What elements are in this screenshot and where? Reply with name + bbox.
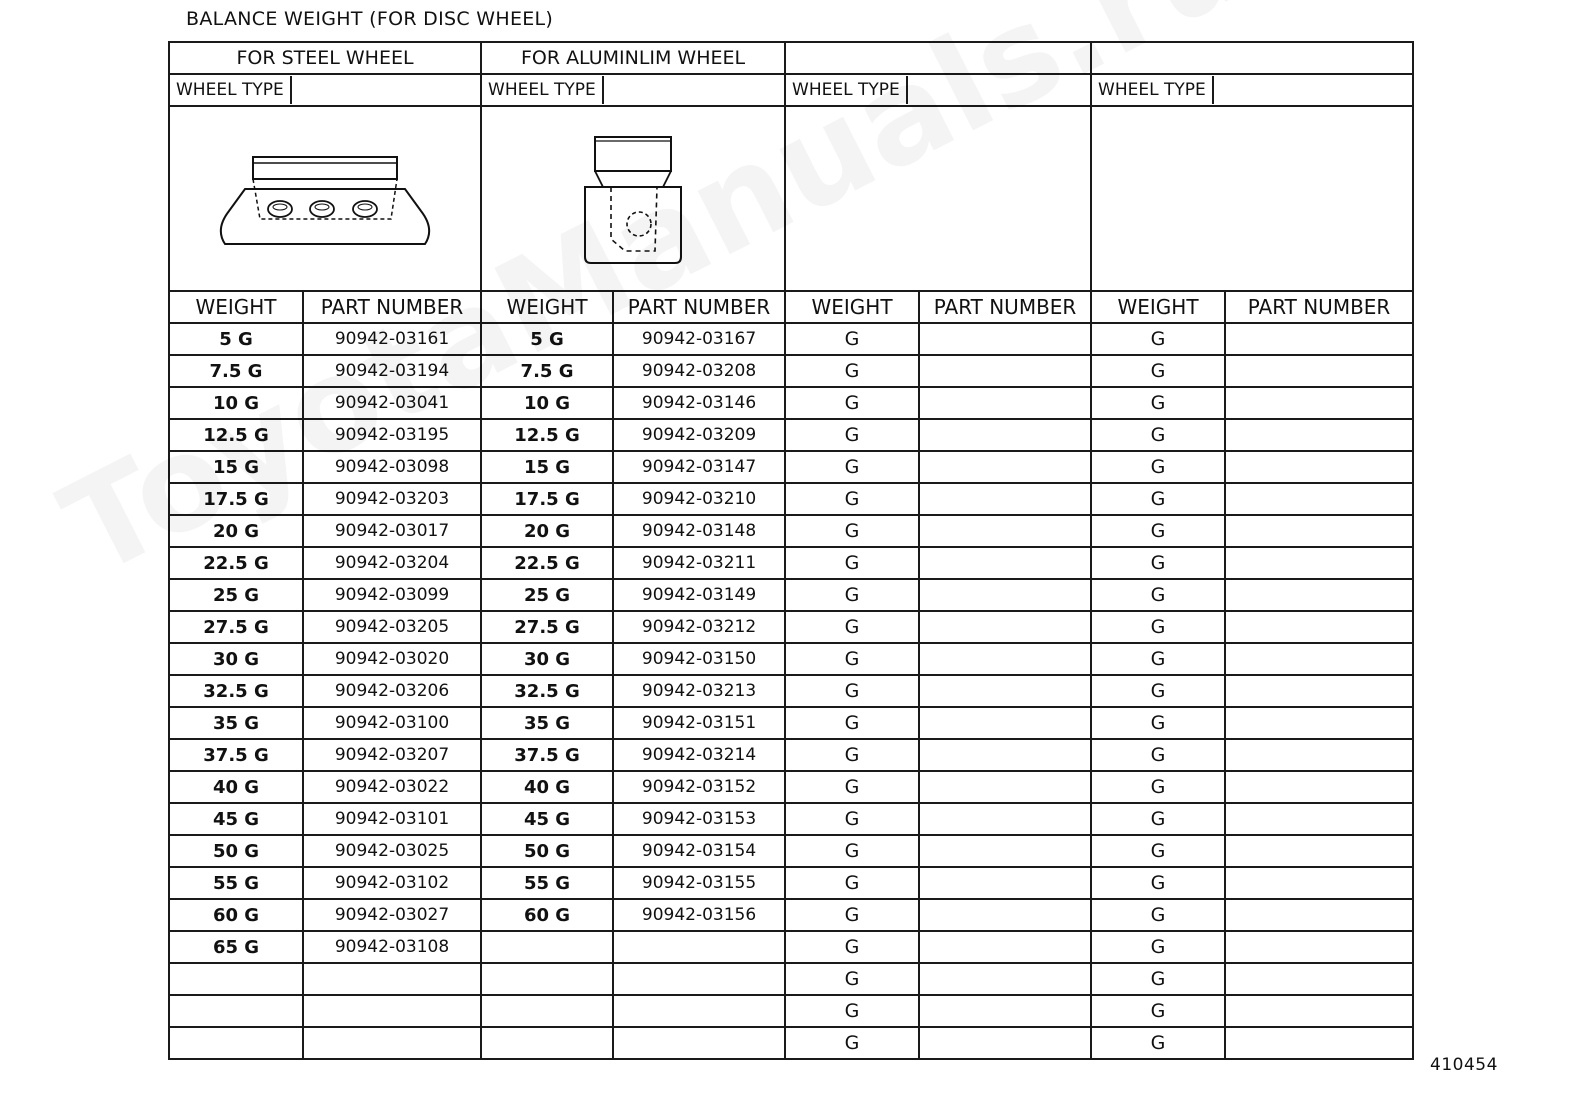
aluminum-weight-cell: 20 G: [481, 515, 613, 547]
part-number-header: PART NUMBER: [1225, 291, 1413, 323]
aluminum-weight-cell: [481, 931, 613, 963]
steel-part-number-cell: 90942-03027: [303, 899, 481, 931]
part-number-cell-empty: [919, 899, 1091, 931]
weight-unit-cell: G: [785, 387, 919, 419]
part-number-cell-empty: [1225, 323, 1413, 355]
column-header-row: [169, 291, 1413, 323]
table-row: [169, 995, 1413, 1027]
weight-unit-cell: G: [1091, 483, 1225, 515]
part-number-cell-empty: [919, 835, 1091, 867]
aluminum-weight-cell: [481, 995, 613, 1027]
part-number-cell-empty: [1225, 515, 1413, 547]
table-row: [169, 771, 1413, 803]
aluminum-weight-cell: 10 G: [481, 387, 613, 419]
table-row: [169, 419, 1413, 451]
part-number-cell-empty: [1225, 483, 1413, 515]
steel-part-number-cell: 90942-03101: [303, 803, 481, 835]
steel-part-number-cell: 90942-03206: [303, 675, 481, 707]
steel-part-number-cell: 90942-03205: [303, 611, 481, 643]
aluminum-weight-cell: 60 G: [481, 899, 613, 931]
table-row: [169, 931, 1413, 963]
weight-unit-cell: G: [785, 643, 919, 675]
weight-unit-cell: G: [785, 675, 919, 707]
weight-unit-cell: G: [1091, 771, 1225, 803]
aluminum-part-number-cell: 90942-03148: [613, 515, 785, 547]
steel-weight-cell: 5 G: [169, 323, 303, 355]
aluminum-part-number-cell: 90942-03210: [613, 483, 785, 515]
table-row: [169, 899, 1413, 931]
aluminum-part-number-cell: [613, 963, 785, 995]
steel-weight-cell: 60 G: [169, 899, 303, 931]
part-number-cell-empty: [1225, 419, 1413, 451]
steel-part-number-cell: 90942-03017: [303, 515, 481, 547]
part-number-cell-empty: [1225, 643, 1413, 675]
steel-weight-cell: 25 G: [169, 579, 303, 611]
steel-weight-cell: 7.5 G: [169, 355, 303, 387]
steel-weight-cell: 50 G: [169, 835, 303, 867]
steel-weight-cell: 10 G: [169, 387, 303, 419]
wheel-type-cell: [481, 74, 785, 106]
steel-weight-cell: 20 G: [169, 515, 303, 547]
table-row: [169, 835, 1413, 867]
part-number-cell-empty: [1225, 387, 1413, 419]
steel-part-number-cell: 90942-03195: [303, 419, 481, 451]
aluminum-weight-cell: 22.5 G: [481, 547, 613, 579]
steel-weight-cell: 27.5 G: [169, 611, 303, 643]
table-row: [169, 1027, 1413, 1059]
table-row: [169, 739, 1413, 771]
aluminum-weight-cell: 7.5 G: [481, 355, 613, 387]
aluminum-part-number-cell: 90942-03208: [613, 355, 785, 387]
aluminum-part-number-cell: 90942-03154: [613, 835, 785, 867]
part-number-cell-empty: [1225, 451, 1413, 483]
section-steel-wheel: FOR STEEL WHEEL: [169, 42, 481, 74]
table-row: [169, 675, 1413, 707]
steel-part-number-cell: [303, 963, 481, 995]
part-number-cell-empty: [919, 707, 1091, 739]
steel-weight-cell: 45 G: [169, 803, 303, 835]
table-row: [169, 867, 1413, 899]
part-number-cell-empty: [1225, 611, 1413, 643]
table-row: [169, 963, 1413, 995]
illustration-cell: [169, 106, 481, 291]
aluminum-weight-cell: 45 G: [481, 803, 613, 835]
aluminum-weight-cell: 17.5 G: [481, 483, 613, 515]
weight-unit-cell: G: [785, 579, 919, 611]
weight-unit-cell: G: [1091, 451, 1225, 483]
steel-part-number-cell: 90942-03099: [303, 579, 481, 611]
weight-unit-cell: G: [785, 963, 919, 995]
aluminum-weight-cell: 5 G: [481, 323, 613, 355]
weight-unit-cell: G: [785, 739, 919, 771]
weight-unit-cell: G: [1091, 963, 1225, 995]
weight-unit-cell: G: [785, 771, 919, 803]
wheel-type-row: [169, 74, 1413, 106]
aluminum-part-number-cell: 90942-03209: [613, 419, 785, 451]
part-number-cell-empty: [1225, 771, 1413, 803]
part-number-cell-empty: [1225, 739, 1413, 771]
aluminum-weight-cell: [481, 1027, 613, 1059]
weight-unit-cell: G: [1091, 931, 1225, 963]
part-number-cell-empty: [1225, 803, 1413, 835]
part-number-cell-empty: [919, 963, 1091, 995]
part-number-cell-empty: [1225, 1027, 1413, 1059]
weight-unit-cell: G: [785, 867, 919, 899]
table-body: [169, 323, 1413, 1059]
weight-unit-cell: G: [1091, 547, 1225, 579]
table-row: [169, 387, 1413, 419]
steel-weight-cell: 65 G: [169, 931, 303, 963]
aluminum-weight-cell: 15 G: [481, 451, 613, 483]
aluminum-part-number-cell: [613, 995, 785, 1027]
wheel-type-cell: [169, 74, 481, 106]
wheel-type-cell: [1091, 74, 1413, 106]
weight-unit-cell: G: [1091, 707, 1225, 739]
steel-part-number-cell: 90942-03022: [303, 771, 481, 803]
aluminum-part-number-cell: 90942-03212: [613, 611, 785, 643]
steel-part-number-cell: [303, 1027, 481, 1059]
weight-unit-cell: G: [1091, 611, 1225, 643]
part-number-cell-empty: [919, 803, 1091, 835]
steel-part-number-cell: 90942-03041: [303, 387, 481, 419]
part-number-cell-empty: [919, 547, 1091, 579]
table-row: [169, 547, 1413, 579]
wheel-type-label: WHEEL TYPE: [1092, 76, 1214, 104]
table-row: [169, 483, 1413, 515]
aluminum-part-number-cell: 90942-03153: [613, 803, 785, 835]
part-number-cell-empty: [919, 323, 1091, 355]
aluminum-part-number-cell: [613, 1027, 785, 1059]
weight-unit-cell: G: [1091, 739, 1225, 771]
steel-part-number-cell: 90942-03203: [303, 483, 481, 515]
steel-part-number-cell: [303, 995, 481, 1027]
part-number-cell-empty: [1225, 835, 1413, 867]
wheel-type-label: WHEEL TYPE: [482, 76, 604, 104]
aluminum-part-number-cell: 90942-03211: [613, 547, 785, 579]
page-title: BALANCE WEIGHT (FOR DISC WHEEL): [186, 8, 554, 30]
steel-part-number-cell: 90942-03020: [303, 643, 481, 675]
aluminum-weight-cell: 40 G: [481, 771, 613, 803]
weight-unit-cell: G: [1091, 899, 1225, 931]
aluminum-weight-cell: 12.5 G: [481, 419, 613, 451]
weight-header: WEIGHT: [481, 291, 613, 323]
illustration-cell: [481, 106, 785, 291]
weight-unit-cell: G: [785, 707, 919, 739]
table-row: [169, 611, 1413, 643]
aluminum-part-number-cell: [613, 931, 785, 963]
section-header-row: [169, 42, 1413, 74]
weight-header: WEIGHT: [169, 291, 303, 323]
document-number: 410454: [1430, 1055, 1498, 1075]
aluminum-part-number-cell: 90942-03152: [613, 771, 785, 803]
wheel-type-cell: [785, 74, 1091, 106]
steel-weight-cell: 40 G: [169, 771, 303, 803]
part-number-header: PART NUMBER: [613, 291, 785, 323]
part-number-cell-empty: [1225, 899, 1413, 931]
steel-weight-cell: 15 G: [169, 451, 303, 483]
aluminum-part-number-cell: 90942-03150: [613, 643, 785, 675]
steel-part-number-cell: 90942-03025: [303, 835, 481, 867]
illustration-row: [169, 106, 1413, 291]
weight-unit-cell: G: [1091, 323, 1225, 355]
aluminum-part-number-cell: 90942-03155: [613, 867, 785, 899]
weight-unit-cell: G: [1091, 835, 1225, 867]
steel-weight-cell: 35 G: [169, 707, 303, 739]
aluminum-weight-cell: 30 G: [481, 643, 613, 675]
section-aluminum-wheel: FOR ALUMINLIM WHEEL: [481, 42, 785, 74]
steel-weight-cell: 37.5 G: [169, 739, 303, 771]
part-number-cell-empty: [1225, 355, 1413, 387]
steel-part-number-cell: 90942-03098: [303, 451, 481, 483]
part-number-cell-empty: [919, 387, 1091, 419]
table-row: [169, 515, 1413, 547]
table-row: [169, 451, 1413, 483]
part-number-cell-empty: [919, 931, 1091, 963]
weight-unit-cell: G: [1091, 803, 1225, 835]
steel-weight-cell: [169, 995, 303, 1027]
part-number-cell-empty: [919, 355, 1091, 387]
weight-unit-cell: G: [785, 547, 919, 579]
table-row: [169, 579, 1413, 611]
steel-weight-cell: 32.5 G: [169, 675, 303, 707]
wheel-type-label: WHEEL TYPE: [786, 76, 908, 104]
weight-unit-cell: G: [785, 931, 919, 963]
part-number-header: PART NUMBER: [303, 291, 481, 323]
aluminum-weight-cell: [481, 963, 613, 995]
steel-weight-cell: 30 G: [169, 643, 303, 675]
aluminum-part-number-cell: 90942-03213: [613, 675, 785, 707]
steel-part-number-cell: 90942-03102: [303, 867, 481, 899]
weight-unit-cell: G: [785, 323, 919, 355]
steel-part-number-cell: 90942-03100: [303, 707, 481, 739]
steel-weight-cell: 12.5 G: [169, 419, 303, 451]
table-row: [169, 707, 1413, 739]
table-row: [169, 323, 1413, 355]
aluminum-weight-cell: 32.5 G: [481, 675, 613, 707]
aluminum-weight-cell: 37.5 G: [481, 739, 613, 771]
part-number-cell-empty: [919, 451, 1091, 483]
steel-part-number-cell: 90942-03108: [303, 931, 481, 963]
weight-unit-cell: G: [1091, 515, 1225, 547]
part-number-cell-empty: [919, 419, 1091, 451]
aluminum-wheel-weight-adhesive-icon: [563, 129, 703, 269]
weight-unit-cell: G: [1091, 1027, 1225, 1059]
part-number-cell-empty: [1225, 579, 1413, 611]
illustration-cell-empty: [785, 106, 1091, 291]
table-row: [169, 643, 1413, 675]
aluminum-part-number-cell: 90942-03214: [613, 739, 785, 771]
part-number-cell-empty: [1225, 867, 1413, 899]
aluminum-weight-cell: 55 G: [481, 867, 613, 899]
aluminum-part-number-cell: 90942-03156: [613, 899, 785, 931]
part-number-cell-empty: [919, 675, 1091, 707]
part-number-cell-empty: [1225, 547, 1413, 579]
part-number-cell-empty: [919, 515, 1091, 547]
weight-unit-cell: G: [785, 451, 919, 483]
weight-unit-cell: G: [785, 803, 919, 835]
part-number-cell-empty: [919, 611, 1091, 643]
weight-unit-cell: G: [785, 419, 919, 451]
steel-part-number-cell: 90942-03204: [303, 547, 481, 579]
aluminum-weight-cell: 35 G: [481, 707, 613, 739]
weight-unit-cell: G: [785, 995, 919, 1027]
weight-unit-cell: G: [1091, 355, 1225, 387]
weight-unit-cell: G: [785, 611, 919, 643]
weight-unit-cell: G: [785, 355, 919, 387]
aluminum-weight-cell: 50 G: [481, 835, 613, 867]
part-number-cell-empty: [919, 483, 1091, 515]
steel-part-number-cell: 90942-03207: [303, 739, 481, 771]
balance-weight-table: [168, 41, 1414, 1060]
table-row: [169, 355, 1413, 387]
part-number-cell-empty: [919, 1027, 1091, 1059]
aluminum-part-number-cell: 90942-03149: [613, 579, 785, 611]
weight-unit-cell: G: [785, 1027, 919, 1059]
weight-unit-cell: G: [1091, 995, 1225, 1027]
part-number-header: PART NUMBER: [919, 291, 1091, 323]
part-number-cell-empty: [919, 579, 1091, 611]
part-number-cell-empty: [919, 995, 1091, 1027]
table-row: [169, 803, 1413, 835]
weight-header: WEIGHT: [785, 291, 919, 323]
weight-unit-cell: G: [785, 515, 919, 547]
weight-unit-cell: G: [785, 483, 919, 515]
weight-unit-cell: G: [1091, 419, 1225, 451]
part-number-cell-empty: [919, 739, 1091, 771]
steel-wheel-weight-clip-icon: [215, 149, 435, 249]
part-number-cell-empty: [1225, 707, 1413, 739]
wheel-type-label: WHEEL TYPE: [170, 76, 292, 104]
steel-weight-cell: [169, 963, 303, 995]
steel-weight-cell: 22.5 G: [169, 547, 303, 579]
part-number-cell-empty: [919, 867, 1091, 899]
steel-part-number-cell: 90942-03161: [303, 323, 481, 355]
section-blank-3: [785, 42, 1091, 74]
part-number-cell-empty: [1225, 963, 1413, 995]
steel-weight-cell: [169, 1027, 303, 1059]
part-number-cell-empty: [919, 643, 1091, 675]
weight-unit-cell: G: [785, 835, 919, 867]
weight-unit-cell: G: [1091, 675, 1225, 707]
part-number-cell-empty: [1225, 995, 1413, 1027]
aluminum-part-number-cell: 90942-03146: [613, 387, 785, 419]
aluminum-weight-cell: 27.5 G: [481, 611, 613, 643]
aluminum-weight-cell: 25 G: [481, 579, 613, 611]
part-number-cell-empty: [1225, 675, 1413, 707]
illustration-cell-empty: [1091, 106, 1413, 291]
weight-unit-cell: G: [1091, 387, 1225, 419]
weight-unit-cell: G: [785, 899, 919, 931]
steel-part-number-cell: 90942-03194: [303, 355, 481, 387]
steel-weight-cell: 55 G: [169, 867, 303, 899]
aluminum-part-number-cell: 90942-03151: [613, 707, 785, 739]
aluminum-part-number-cell: 90942-03147: [613, 451, 785, 483]
weight-header: WEIGHT: [1091, 291, 1225, 323]
weight-unit-cell: G: [1091, 579, 1225, 611]
part-number-cell-empty: [1225, 931, 1413, 963]
steel-weight-cell: 17.5 G: [169, 483, 303, 515]
section-blank-4: [1091, 42, 1413, 74]
weight-unit-cell: G: [1091, 643, 1225, 675]
part-number-cell-empty: [919, 771, 1091, 803]
weight-unit-cell: G: [1091, 867, 1225, 899]
aluminum-part-number-cell: 90942-03167: [613, 323, 785, 355]
